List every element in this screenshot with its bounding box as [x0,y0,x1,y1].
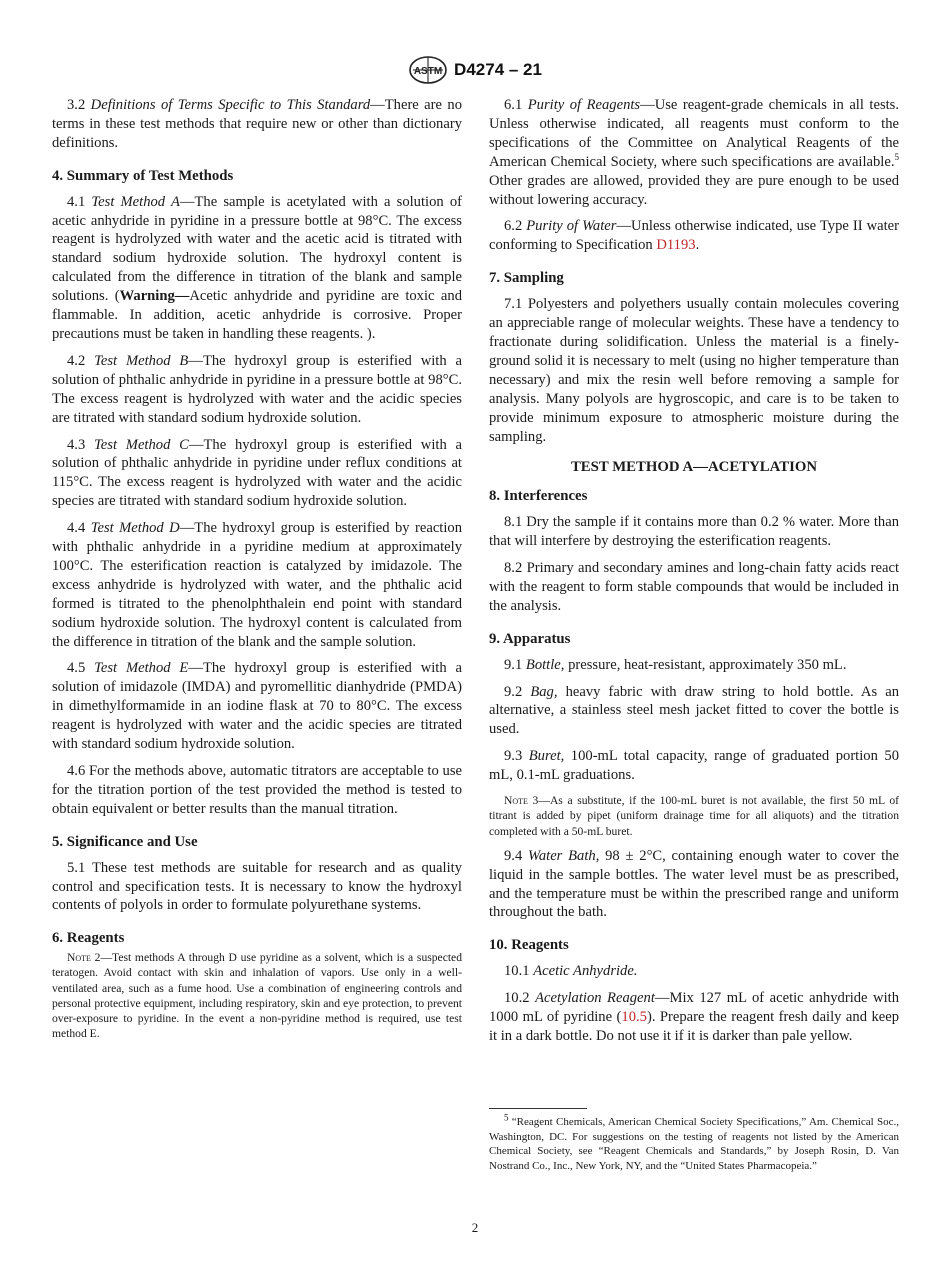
link-d1193[interactable]: D1193 [656,237,696,254]
heading-apparatus: 9. Apparatus [489,630,571,647]
footnote-ref[interactable]: 5 [894,151,899,162]
section-3-2: 3.2 Definitions of Terms Specific to This Standard—There are no terms in these test methods that require new or other than dictionary definitions. [52,97,463,151]
document-number: D4274 – 21 [454,60,542,79]
note-2: Note 2—Test methods A through D use pyridine as a solvent, which is a suspected teratogen. Avoid contact with skin and inhalation of vapors. Use only in a well-ventilated area, such as a fume hood. Use a combination of engineering controls and personal protective equipment, including respiratory, skin and eye protection, to prevent over-exposure to pyridine. In the event a non-pyridine method is required, use test method E. [52,951,463,1041]
link-10-5[interactable]: 10.5 [621,1009,647,1026]
section-4-1: 4.1 Test Method A—The sample is acetylated with a solution of acetic anhydride in pyridine in a pressure bottle at 98°C. The excess reagent is hydrolyzed with water and the acetic acid is titrated with standard sodium hydroxide solution. The hydroxyl content is calculated from the difference in titration of the blank and sample solutions. (Warning—Acetic anhydride and pyridine are toxic and flammable. In addition, acetic anhydride is corrosive. Proper precautions must be taken in handling these reagents. ). [52,193,462,342]
section-4-2: 4.2 Test Method B—The hydroxyl group is esterified with a solution of phthalic anhydride in pyridine in a pressure bottle at 98°C. The excess reagent is hydrolyzed with water and the acidic species are titrated with standard sodium hydroxide solution. [52,352,462,426]
astm-logo-icon [408,55,448,85]
section-4-3: 4.3 Test Method C—The hydroxyl group is esterified with a solution of phthalic anhydride in pyridine under reflux conditions at 115°C. The excess reagent is hydrolyzed with water and the acidic species are titrated with standard sodium hydroxide solution. [52,436,462,510]
heading-summary-of-test-methods: 4. Summary of Test Methods [52,167,234,184]
section-8-2: 8.2 Primary and secondary amines and long-chain fatty acids react with the reagent to form stable compounds that would be included in the analysis. [489,560,899,614]
heading-sampling: 7. Sampling [489,270,564,287]
page-header [0,53,950,87]
heading-interferences: 8. Interferences [489,488,588,505]
section-6-1: 6.1 Purity of Reagents—Use reagent-grade chemicals in all tests. Unless otherwise indicated, all reagents must conform to the specifications of the Committee on Analytical Reagents of the American Chemical Society, where such specifications are available.$^5$ Other grades are allowed, provided they are pure enough to be used without lowering accuracy. [489,97,900,208]
section-8-1: 8.1 Dry the sample if it contains more than 0.2 % water. More than that will interfere by destroying the esterification reagents. [489,514,899,550]
section-10-1: 10.1 Acetic Anhydride. [504,963,638,980]
heading-reagents: 6. Reagents [52,930,125,947]
section-5-1: 5.1 These test methods are suitable for research and as quality control and specification tests. It is necessary to know the hydroxyl contents of polyols in order to formulate polyurethane systems. [52,859,462,914]
page-number: 2 [471,1220,479,1235]
left-column [52,96,462,1049]
section-7-1: 7.1 Polyesters and polyethers usually contain molecules covering an appreciable range of molecular weights. These have a tendency to fractionate during solidification. Unless the material is a finely-ground solid it is necessary to melt (using no higher temperature than necessary) and mix the resin well before removing a sample for analysis. Many polyols are hygroscopic, and care is to be taken to provide minimum exposure to atmospheric moisture during the sampling. [489,296,899,445]
section-9-2: 9.2 Bag, heavy fabric with draw string to hold bottle. As an alternative, a stainless steel mesh jacket fitted to cover the bottle is used. [489,683,899,738]
section-4-4: 4.4 Test Method D—The hydroxyl group is esterified by reaction with phthalic anhydride in a pyridine medium at approximately 100°C. The esterification reaction is catalyzed by imidazole. The excess anhydride is hydrolyzed with water, and the phthalic acid formed is titrated to the phenolphthalein end point with standard sodium hydroxide solution. The hydroxyl content is calculated from the difference in titration of the blank and the sample solution. [52,520,463,650]
section-4-6: 4.6 For the methods above, automatic titrators are acceptable to use for the titration portion of the test provided the method is tested to obtain equivalent or better results than the manual titration. [52,763,462,817]
section-9-1: 9.1 Bottle, pressure, heat-resistant, approximately 350 mL. [504,656,847,673]
footnote-5: $^5$ “Reagent Chemicals, American Chemical Society Specifications,” Am. Chemical Soc., Washington, DC. For suggestions on the testing of reagents not listed by the American Chemical Society, see “Reagent Chemicals and Standards,” by Joseph Rosin, D. Van Nostrand Co., Inc., New York, NY, and the “United States Pharmacopeia.” [489,1108,899,1173]
section-9-3: 9.3 Buret, 100-mL total capacity, range of graduated portion 50 mL, 0.1-mL graduations. [489,748,899,784]
section-6-2: 6.2 Purity of Water—Unless otherwise indicated, use Type II water conforming to Specification D1193. [489,218,899,254]
test-method-a-heading: TEST METHOD A—ACETYLATION [570,459,818,476]
section-4-5: 4.5 Test Method E—The hydroxyl group is esterified with a solution of imidazole (IMDA) and pyromellitic dianhydride (PMDA) in dimethylformamide in an iodine flask at 70 to 80°C. The excess reagent is hydrolyzed with water and the acidic species are titrated with standard sodium hydroxide solution. [52,660,462,753]
heading-reagents-10: 10. Reagents [489,937,569,954]
note-3: Note 3—As a substitute, if the 100-mL buret is not available, the first 50 mL of titrant is added by pipet (uniform drainage time for all aliquots) and the titration completed with a 50-mL buret. [489,794,899,838]
section-10-2: 10.2 Acetylation Reagent—Mix 127 mL of acetic anhydride with 1000 mL of pyridine (10.5). Prepare the reagent fresh daily and keep it in a dark bottle. Do not use it if it is darker than pale yellow. [489,990,900,1044]
svg-text:ASTM: ASTM [413,66,443,77]
footnote-divider [489,1108,587,1109]
heading-significance-and-use: 5. Significance and Use [52,833,198,850]
section-9-4: 9.4 Water Bath, 98 ± 2°C, containing enough water to cover the liquid in the sample bottles. The water level must be as prescribed, and the temperature must be within the prescribed range and uniform throughout the bath. [489,847,899,921]
right-column [489,96,899,1054]
